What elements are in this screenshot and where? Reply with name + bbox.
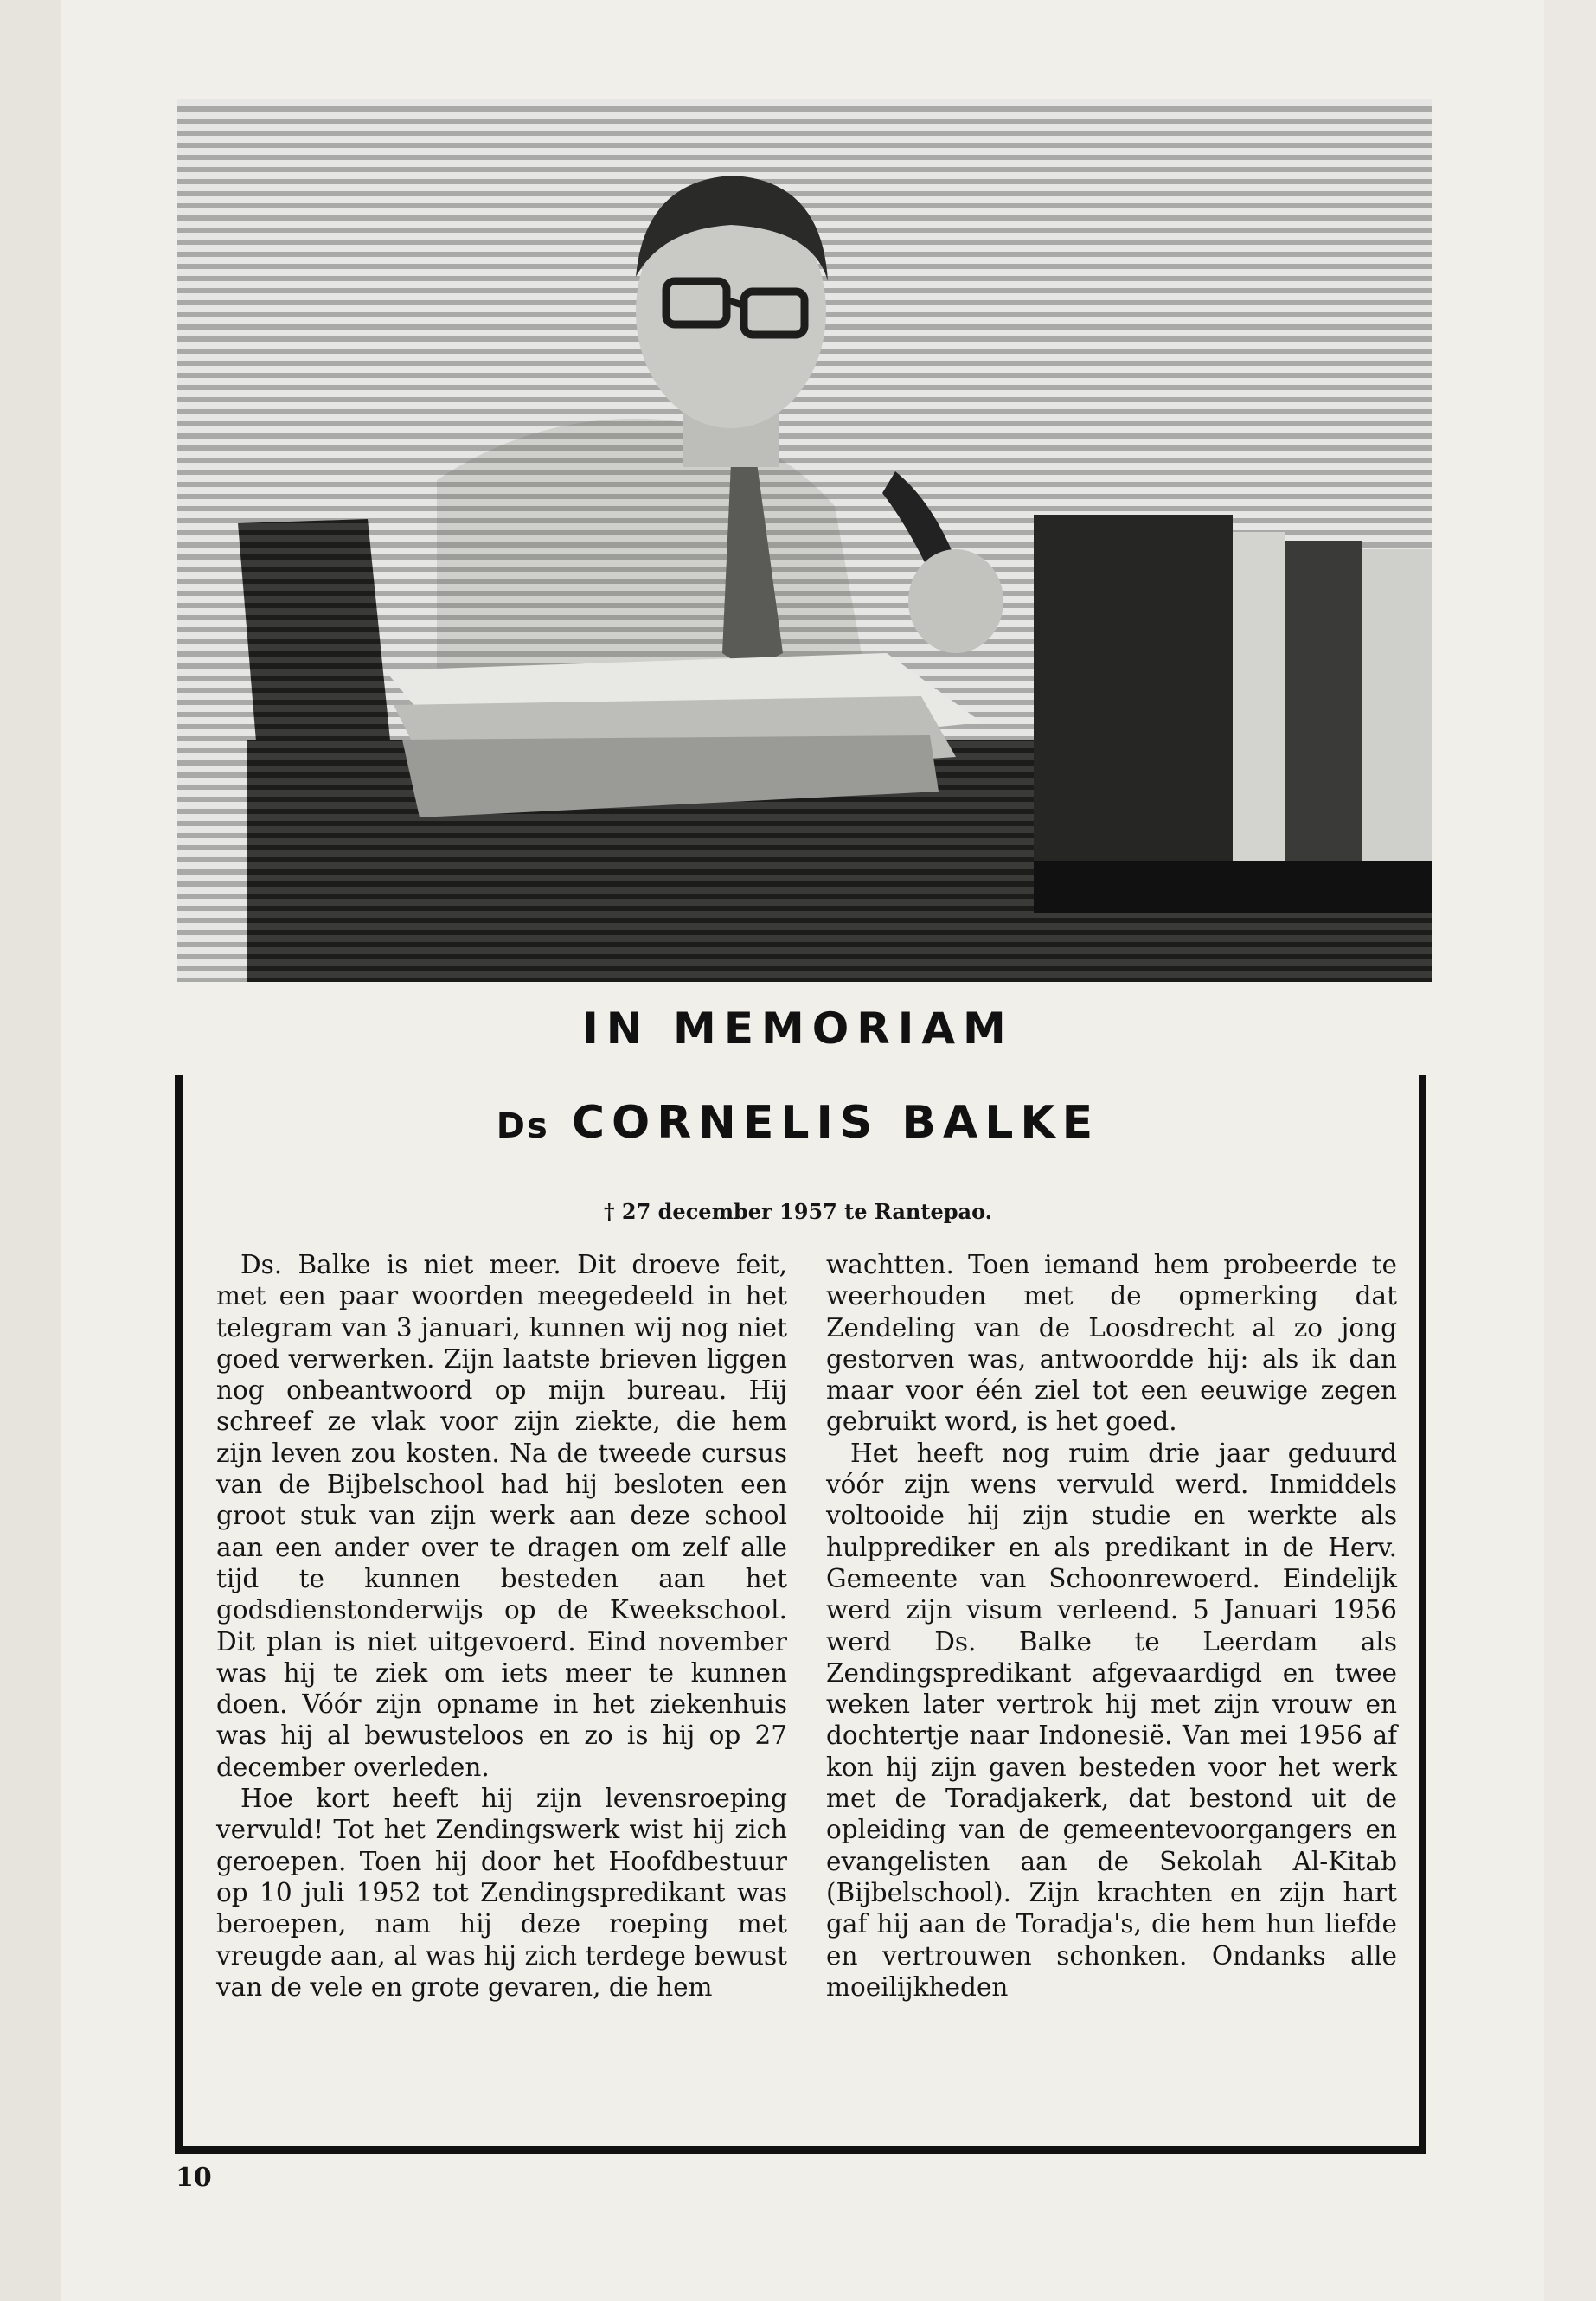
border-right-rule xyxy=(1419,1075,1426,2154)
page-margin-left xyxy=(0,0,61,2301)
name-prefix: Ds xyxy=(496,1106,549,1146)
paragraph: Ds. Balke is niet meer. Dit droeve feit, met een paar woorden meegedeeld in het telegram van 3 januari, kunnen wij nog niet goed verwerken. Zijn laatste brieven liggen nog onbeantwoord op mijn bureau. Hij schreef ze vlak voor zijn ziekte, die hem zijn leven zou kosten. Na de tweede cursus van de Bijbelschool had hij besloten een groot stuk van zijn werk aan deze school aan een ander over te dragen om zelf alle tijd te kunnen besteden aan het godsdienstonderwijs op de Kweekschool. Dit plan is niet uitgevoerd. Eind november was hij te ziek om iets meer te kunnen doen. Vóór zijn opname in het ziekenhuis was hij al bewusteloos en zo is hij op 27 december overleden. xyxy=(216,1250,787,1782)
page-number: 10 xyxy=(176,2163,212,2193)
page-margin-right xyxy=(1544,0,1596,2301)
deceased-name xyxy=(0,1097,1596,1149)
border-bottom-rule xyxy=(175,2146,1426,2154)
portrait-photo xyxy=(177,99,1432,982)
text-column-left xyxy=(216,1249,787,2003)
text-column-right xyxy=(826,1249,1397,2003)
heading-in-memoriam: IN MEMORIAM xyxy=(582,1003,1014,1054)
paragraph: Hoe kort heeft hij zijn levensroeping vervuld! Tot het Zendingswerk wist hij zich geroepen. Toen hij door het Hoofdbestuur op 10 juli 1952 tot Zendingspredikant was beroepen, nam hij deze roeping met vreugde aan, al was hij zich terdege bewust van de vele en grote gevaren, die hem xyxy=(216,1784,787,2002)
death-date-line: † 27 december 1957 te Rantepao. xyxy=(603,1199,993,1224)
name-text: CORNELIS BALKE xyxy=(571,1097,1100,1149)
paragraph: wachtten. Toen iemand hem probeerde te weerhouden met de opmerking dat Zendeling van de Loosdrecht al zo jong gestorven was, antwoordde hij: als ik dan maar voor één ziel tot een eeuwige zegen gebruikt word, is het goed. xyxy=(826,1250,1397,1437)
border-left-rule xyxy=(175,1075,183,2148)
paragraph: Het heeft nog ruim drie jaar geduurd vóór zijn wens vervuld werd. Inmiddels voltooide hij zijn studie en werkte als hulpprediker en als predikant in de Herv. Gemeente van Schoonrewoerd. Eindelijk werd zijn visum verleend. 5 Januari 1956 werd Ds. Balke te Leerdam als Zendingspredikant afgevaardigd en twee weken later vertrok hij met zijn vrouw en dochtertje naar Indonesië. Van mei 1956 af kon hij zijn gaven besteden voor het werk met de Toradjakerk, dat bestond uit de opleiding van de gemeentevoorgangers en evangelisten aan de Sekolah Al-Kitab (Bijbelschool). Zijn krachten en zijn hart gaf hij aan de Toradja's, die hem hun liefde en vertrouwen schonken. Ondanks alle moeilijkheden xyxy=(826,1438,1397,2002)
